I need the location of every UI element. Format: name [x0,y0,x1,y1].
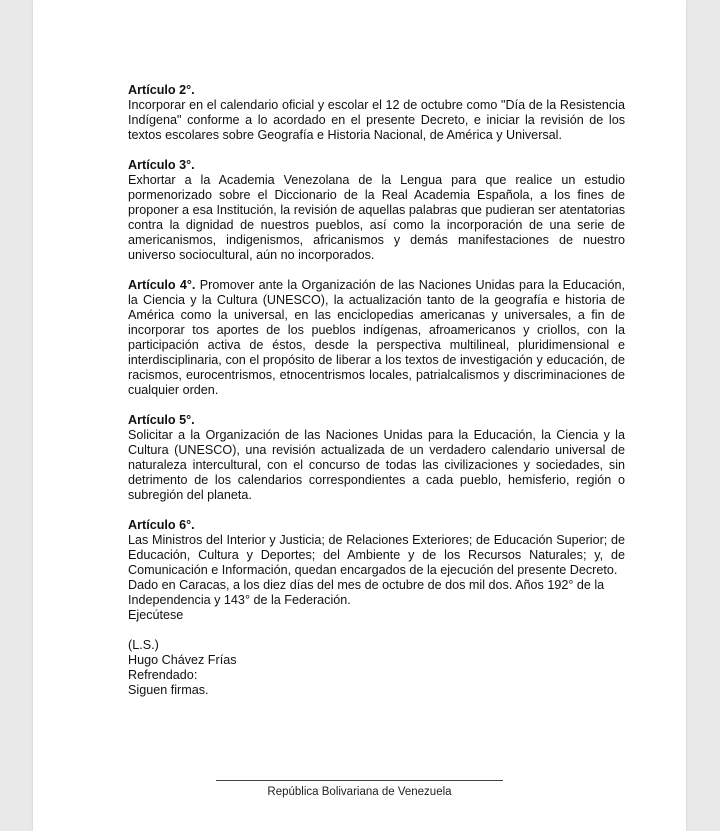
document-body [128,83,625,698]
countersigned-label: Refrendado: [128,668,198,682]
article-heading: Artículo 4°. [128,278,196,292]
article-heading: Artículo 3°. [128,158,195,172]
article-heading: Artículo 6°. [128,518,195,532]
footer-divider [216,780,503,781]
article-text: Incorporar en el calendario oficial y escolar el 12 de octubre como "Día de la Resistencia Indígena" conforme a lo acordado en el presente Decreto, e iniciar la revisión de los textos escolares sobre Geografía e Historia Nacional, de América y Universal. [128,98,625,142]
article-heading: Artículo 5°. [128,413,195,427]
article-text: Solicitar a la Organización de las Naciones Unidas para la Educación, la Ciencia y la Cultura (UNESCO), una revisión actualizada de un verdadero calendario universal de naturaleza intercultural, con el concurso de todas las civilizaciones y sociedades, sin detrimento de los calendarios correspondientes a cada pueblo, hemisferio, región o subregión del planeta. [128,428,625,502]
article-paragraph [128,278,625,398]
closing-block [128,578,625,638]
article-5 [128,413,625,503]
execute-text: Ejecútese [128,608,184,622]
dated-text: Dado en Caracas, a los diez días del mes de octubre de dos mil dos. Años 192° de la Independencia y 143° de la Federación. [128,578,605,607]
article-2 [128,83,625,143]
article-text: Las Ministros del Interior y Justicia; de Relaciones Exteriores; de Educación Superior; de Educación, Cultura y Deportes; del Ambiente y de los Recursos Naturales; y, de Comunicación e Información, quedan encargados de la ejecución del presente Decreto. [128,533,625,577]
document-page [33,0,686,831]
article-6 [128,518,625,578]
signer-name: Hugo Chávez Frías [128,653,237,667]
seal-text: (L.S.) [128,638,159,652]
article-heading: Artículo 2°. [128,83,195,97]
article-4 [128,278,625,398]
article-text: Promover ante la Organización de las Naciones Unidas para la Educación, la Ciencia y la Cultura (UNESCO), la actualización tanto de la geografía e historia de América como la universal, en las enciclopedias americanas y universales, a fin de incorporar tos aportes de los pueblos indígenas, afroamericanos y criollos, con la participación activa de éstos, desde la perspectiva multilineal, pluridimensional e interdisciplinaria, con el propósito de liberar a los textos de investigación y educación, de racismos, eurocentrismos, etnocentrismos locales, patrialcalismos y discriminaciones de cualquier orden. [128,278,625,397]
more-signatures-text: Siguen firmas. [128,683,209,697]
page-footer: República Bolivariana de Venezuela [267,786,452,798]
signature-block [128,638,625,698]
article-text: Exhortar a la Academia Venezolana de la Lengua para que realice un estudio pormenorizado sobre el Diccionario de la Real Academia Española, a los fines de proponer a esa Institución, la revisión de aquellas palabras que pudieran ser atentatorias contra la dignidad de nuestros pueblos, así como la incorporación de una serie de americanismos, indigenismos, africanismos y demás manifestaciones de nuestro universo sociocultural, aún no incorporados. [128,173,625,262]
article-3 [128,158,625,263]
